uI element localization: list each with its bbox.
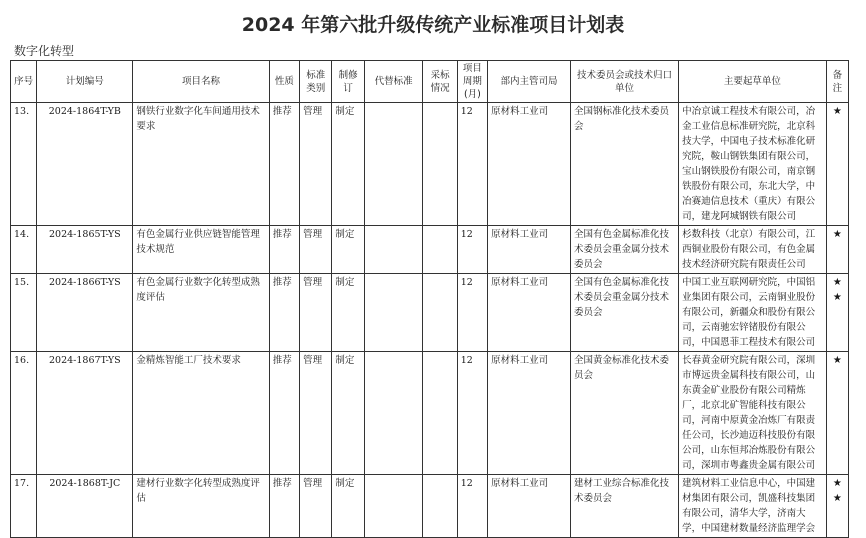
table-row (11, 226, 849, 274)
cell-revise: 制定 (332, 274, 364, 352)
star-mark: ★ (826, 226, 848, 274)
cell-nature: 推荐 (269, 352, 299, 475)
cell-replace (364, 274, 423, 352)
header-committee: 技术委员会或技术归口单位 (570, 61, 678, 103)
cell-plan-no: 2024-1868T-JC (37, 475, 133, 538)
cell-nature: 推荐 (269, 226, 299, 274)
cell-name: 有色金属行业供应链智能管理技术规范 (133, 226, 269, 274)
table-row (11, 103, 849, 226)
cell-dept: 原材料工业司 (488, 103, 571, 226)
cell-seq: 14. (11, 226, 37, 274)
cell-category: 管理 (300, 103, 332, 226)
cell-period: 12 (457, 352, 487, 475)
header-name: 项目名称 (133, 61, 269, 103)
cell-dept: 原材料工业司 (488, 274, 571, 352)
cell-plan-no: 2024-1867T-YS (37, 352, 133, 475)
cell-revise: 制定 (332, 226, 364, 274)
cell-nature: 推荐 (269, 475, 299, 538)
cell-replace (364, 475, 423, 538)
cell-period: 12 (457, 274, 487, 352)
cell-drafters: 建筑材料工业信息中心，中国建材集团有限公司，凯盛科技集团有限公司，清华大学，济南大学，中国建材数量经济监理学会 (679, 475, 827, 538)
header-remark: 备注 (826, 61, 848, 103)
header-replace: 代替标准 (364, 61, 423, 103)
cell-committee: 全国有色金属标准化技术委员会重金属分技术委员会 (570, 274, 678, 352)
header-period: 项目周期(月) (457, 61, 487, 103)
cell-replace (364, 226, 423, 274)
cell-committee: 全国钢标准化技术委员会 (570, 103, 678, 226)
cell-plan-no: 2024-1865T-YS (37, 226, 133, 274)
star-mark: ★ (826, 103, 848, 226)
header-dept: 部内主管司局 (488, 61, 571, 103)
cell-nature: 推荐 (269, 274, 299, 352)
cell-committee: 全国黄金标准化技术委员会 (570, 352, 678, 475)
cell-nature: 推荐 (269, 103, 299, 226)
cell-revise: 制定 (332, 103, 364, 226)
header-nature: 性质 (269, 61, 299, 103)
cell-name: 金精炼智能工厂技术要求 (133, 352, 269, 475)
header-plan-no: 计划编号 (37, 61, 133, 103)
cell-plan-no: 2024-1866T-YS (37, 274, 133, 352)
cell-revise: 制定 (332, 475, 364, 538)
standards-plan-table (10, 60, 849, 538)
cell-category: 管理 (300, 274, 332, 352)
header-drafters: 主要起草单位 (679, 61, 827, 103)
cell-adopt (423, 274, 457, 352)
cell-replace (364, 352, 423, 475)
table-header-row (11, 61, 849, 103)
cell-adopt (423, 103, 457, 226)
cell-category: 管理 (300, 352, 332, 475)
table-row (11, 274, 849, 352)
cell-category: 管理 (300, 226, 332, 274)
cell-adopt (423, 475, 457, 538)
star-mark: ★ (826, 352, 848, 475)
table-row (11, 475, 849, 538)
header-seq: 序号 (11, 61, 37, 103)
cell-replace (364, 103, 423, 226)
cell-dept: 原材料工业司 (488, 352, 571, 475)
cell-adopt (423, 352, 457, 475)
cell-category: 管理 (300, 475, 332, 538)
table-row (11, 352, 849, 475)
header-revise: 制修订 (332, 61, 364, 103)
cell-committee: 全国有色金属标准化技术委员会重金属分技术委员会 (570, 226, 678, 274)
cell-period: 12 (457, 103, 487, 226)
header-adopt: 采标情况 (423, 61, 457, 103)
cell-revise: 制定 (332, 352, 364, 475)
header-category: 标准类别 (300, 61, 332, 103)
cell-seq: 16. (11, 352, 37, 475)
cell-dept: 原材料工业司 (488, 226, 571, 274)
section-title: 数字化转型 (14, 44, 75, 58)
cell-seq: 15. (11, 274, 37, 352)
cell-seq: 17. (11, 475, 37, 538)
cell-dept: 原材料工业司 (488, 475, 571, 538)
cell-drafters: 中国工业互联网研究院，中国铝业集团有限公司，云南铜业股份有限公司，新疆众和股份有限公司，云南驰宏锌锗股份有限公司，中国恩菲工程技术有限公司 (679, 274, 827, 352)
star-mark: ★ ★ (826, 274, 848, 352)
cell-name: 钢铁行业数字化车间通用技术要求 (133, 103, 269, 226)
cell-adopt (423, 226, 457, 274)
page-title: 2024 年第六批升级传统产业标准项目计划表 (241, 14, 625, 36)
cell-period: 12 (457, 226, 487, 274)
cell-drafters: 杉数科技（北京）有限公司，江西铜业股份有限公司，有色金属技术经济研究院有限责任公司 (679, 226, 827, 274)
cell-name: 有色金属行业数字化转型成熟度评估 (133, 274, 269, 352)
cell-drafters: 中冶京诚工程技术有限公司，冶金工业信息标准研究院，北京科技大学，中国电子技术标准化研究院，鞍山钢铁集团有限公司，宝山钢铁股份有限公司，南京钢铁股份有限公司，东北大学，中冶赛迪信息技术（重庆）有限公司，建龙阿城钢铁有限公司 (679, 103, 827, 226)
cell-period: 12 (457, 475, 487, 538)
star-mark: ★ ★ (826, 475, 848, 538)
cell-plan-no: 2024-1864T-YB (37, 103, 133, 226)
cell-drafters: 长春黄金研究院有限公司，深圳市博远贵金属科技有限公司，山东黄金矿业股份有限公司精炼厂，北京北矿智能科技有限公司，河南中原黄金冶炼厂有限责任公司，长沙迪迈科技股份有限公司，山东恒邦冶炼股份有限公司，深圳市粤鑫贵金属有限公司 (679, 352, 827, 475)
cell-committee: 建材工业综合标准化技术委员会 (570, 475, 678, 538)
cell-name: 建材行业数字化转型成熟度评估 (133, 475, 269, 538)
cell-seq: 13. (11, 103, 37, 226)
